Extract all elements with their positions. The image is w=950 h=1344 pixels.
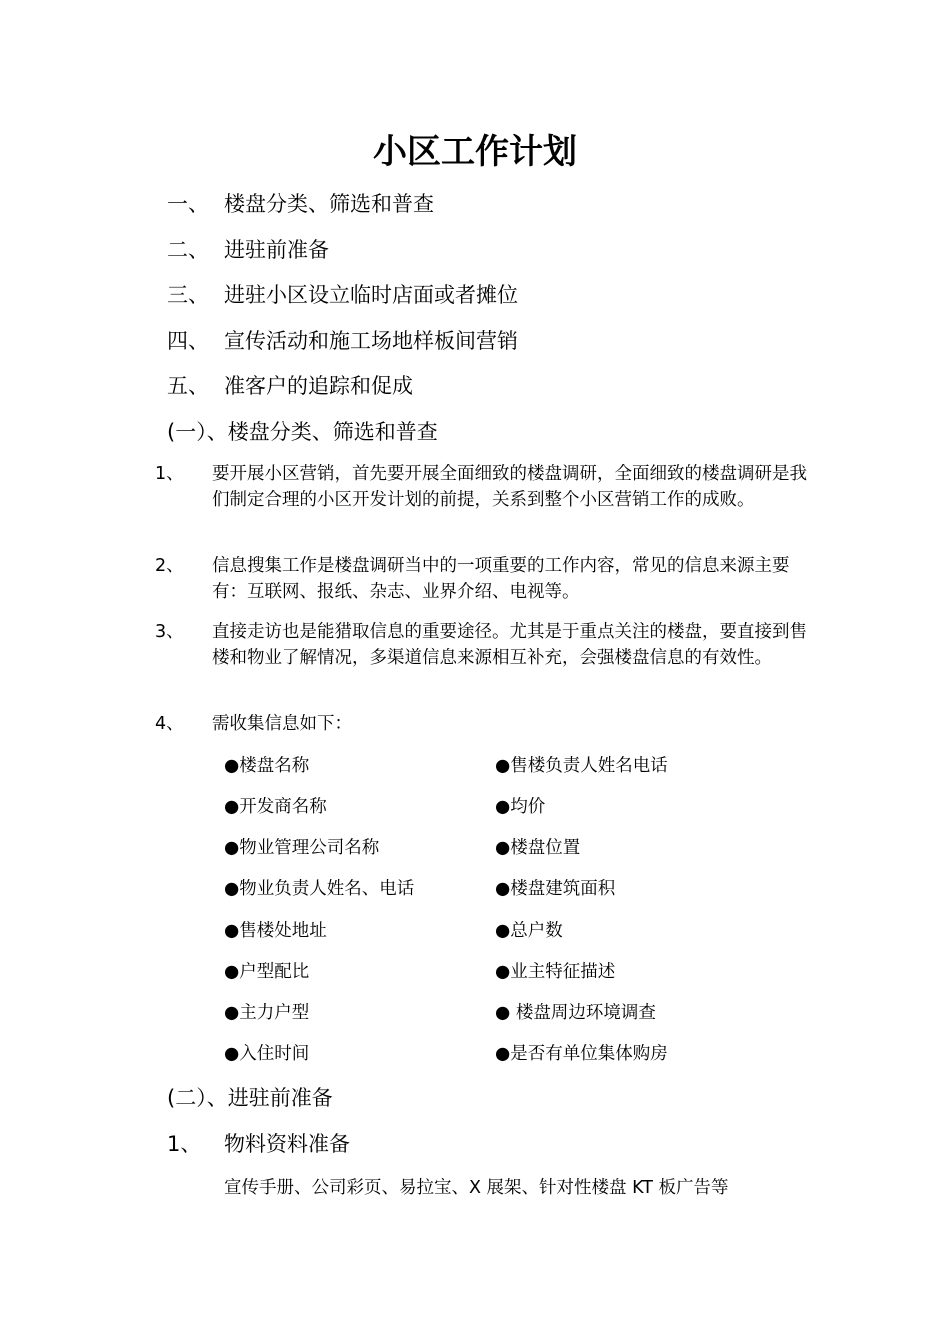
info-item: ●总户数 (495, 921, 563, 941)
info-item: ●主力户型 (224, 1003, 310, 1023)
info-item: ●物业负责人姓名、电话 (224, 879, 415, 899)
info-item: ●开发商名称 (224, 797, 327, 817)
info-item: ●均价 (495, 797, 546, 817)
item-text: 直接走访也是能猎取信息的重要途径。尤其是于重点关注的楼盘，要直接到售楼和物业了解情况，多渠道信息来源相互补充，会强楼盘信息的有效性。 (212, 622, 807, 668)
info-item: ●楼盘名称 (224, 756, 310, 776)
info-item: ●户型配比 (224, 962, 310, 982)
outline-text: 楼盘分类、筛选和普查 (224, 192, 434, 216)
info-item: ● 楼盘周边环境调查 (495, 1003, 656, 1023)
outline-number: 一、 (167, 192, 209, 216)
outline-text: 进驻前准备 (224, 238, 329, 262)
info-item: ●楼盘位置 (495, 838, 581, 858)
info-item: ●楼盘建筑面积 (495, 879, 616, 899)
outline-text: 准客户的追踪和促成 (224, 374, 413, 398)
item-number: 2、 (155, 556, 184, 576)
item-text: 信息搜集工作是楼盘调研当中的一项重要的工作内容，常见的信息来源主要有：互联网、报纸、杂志、业界介绍、电视等。 (212, 556, 790, 602)
info-item: ●物业管理公司名称 (224, 838, 380, 858)
item-number: 3、 (155, 622, 184, 642)
info-item: ●是否有单位集体购房 (495, 1044, 668, 1064)
materials-list: 宣传手册、公司彩页、易拉宝、X 展架、针对性楼盘 KT 板广告等 (224, 1178, 729, 1198)
item-number: 1、 (155, 464, 184, 484)
subheading-number: 1、 (167, 1132, 202, 1156)
info-item: ●入住时间 (224, 1044, 310, 1064)
info-item: ●业主特征描述 (495, 962, 616, 982)
item-number: 4、 (155, 714, 184, 734)
outline-number: 五、 (167, 374, 209, 398)
outline-number: 二、 (167, 238, 209, 262)
outline-text: 进驻小区设立临时店面或者摊位 (224, 283, 518, 307)
outline-number: 三、 (167, 283, 209, 307)
section-2-heading: (二）、进驻前准备 (167, 1086, 333, 1110)
item-text: 要开展小区营销，首先要开展全面细致的楼盘调研，全面细致的楼盘调研是我们制定合理的小区开发计划的前提，关系到整个小区营销工作的成败。 (212, 464, 807, 510)
info-item: ●售楼负责人姓名电话 (495, 756, 668, 776)
subheading-text: 物料资料准备 (224, 1132, 350, 1156)
item-text: 需收集信息如下： (212, 714, 352, 734)
outline-text: 宣传活动和施工场地样板间营销 (224, 329, 518, 353)
section-1-heading: (一）、楼盘分类、筛选和普查 (167, 420, 438, 444)
document-title: 小区工作计划 (373, 132, 577, 172)
outline-number: 四、 (167, 329, 209, 353)
info-item: ●售楼处地址 (224, 921, 327, 941)
